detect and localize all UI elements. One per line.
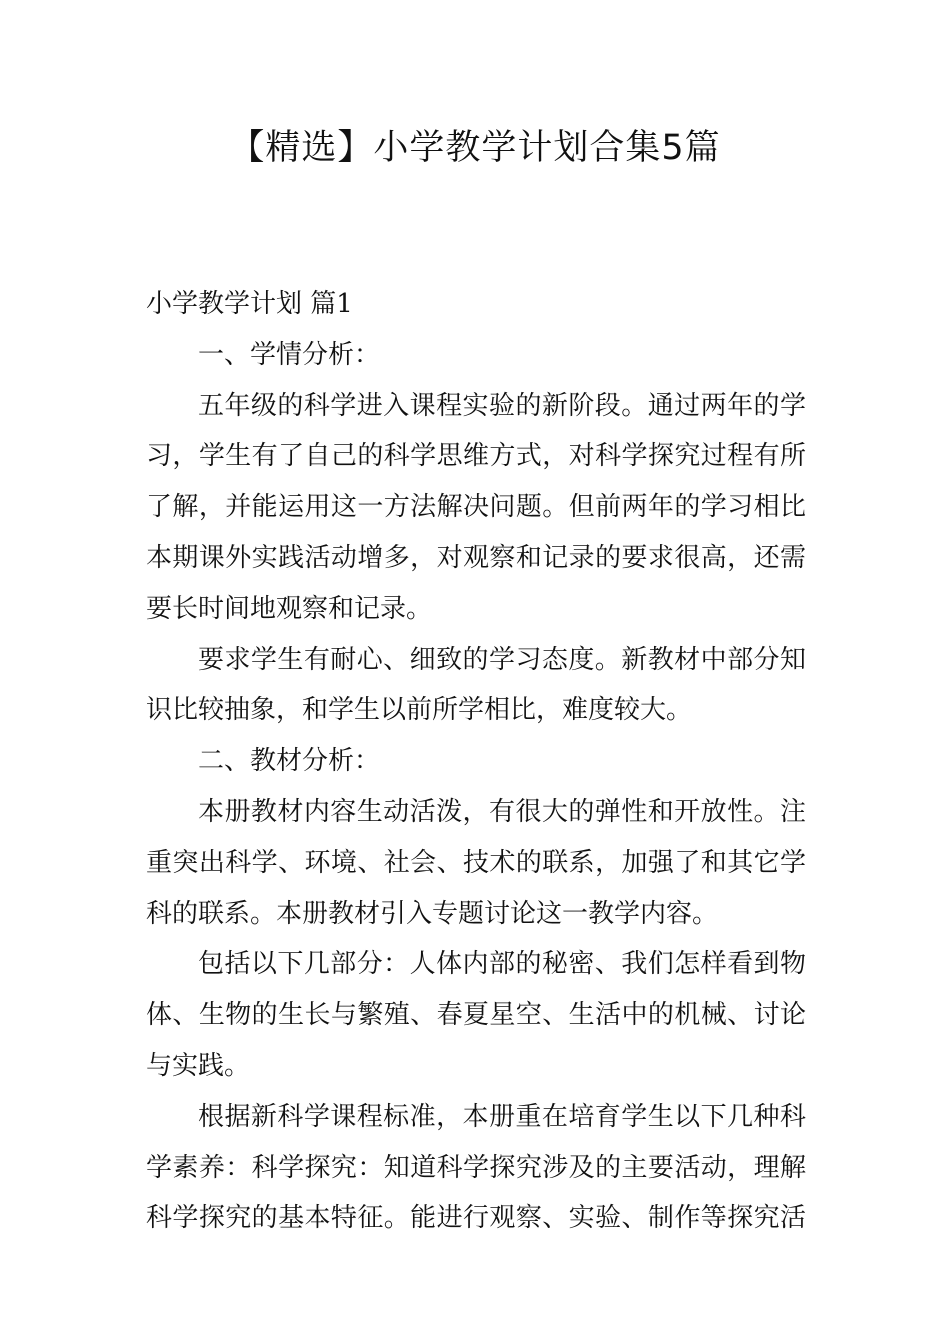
- paragraph-line: 包括以下几部分：人体内部的秘密、我们怎样看到物: [198, 949, 806, 980]
- document-body: [146, 279, 806, 1244]
- paragraph-line: 本期课外实践活动增多，对观察和记录的要求很高，还需: [146, 542, 806, 573]
- paragraph-line: 科学探究的基本特征。能进行观察、实验、制作等探究活: [146, 1203, 806, 1234]
- paragraph-line: 学素养：科学探究：知道科学探究涉及的主要活动，理解: [146, 1152, 806, 1183]
- paragraph-line: 五年级的科学进入课程实验的新阶段。通过两年的学: [198, 390, 806, 421]
- paragraph-line: 要长时间地观察和记录。: [146, 593, 433, 624]
- paragraph-line: 习，学生有了自己的科学思维方式，对科学探究过程有所: [146, 441, 806, 472]
- paragraph-line: 重突出科学、环境、社会、技术的联系，加强了和其它学: [146, 847, 806, 878]
- paragraph-line: 本册教材内容生动活泼，有很大的弹性和开放性。注: [198, 796, 806, 827]
- paragraph-line: 了解，并能运用这一方法解决问题。但前两年的学习相比: [146, 492, 806, 523]
- paragraph-line: 要求学生有耐心、细致的学习态度。新教材中部分知: [198, 644, 806, 675]
- paragraph-line: 识比较抽象，和学生以前所学相比，难度较大。: [146, 695, 693, 726]
- document-title: 【精选】小学教学计划合集5篇: [229, 128, 721, 168]
- section-label: 小学教学计划 篇1: [146, 289, 353, 319]
- paragraph-line: 科的联系。本册教材引入专题讨论这一教学内容。: [146, 898, 719, 929]
- paragraph-line: 体、生物的生长与繁殖、春夏星空、生活中的机械、讨论: [146, 1000, 806, 1031]
- paragraph-line: 根据新科学课程标准，本册重在培育学生以下几种科: [198, 1101, 806, 1132]
- heading-textbook-analysis: 二、教材分析：: [198, 746, 381, 777]
- heading-learning-analysis: 一、学情分析：: [198, 339, 381, 370]
- paragraph-line: 与实践。: [146, 1050, 251, 1081]
